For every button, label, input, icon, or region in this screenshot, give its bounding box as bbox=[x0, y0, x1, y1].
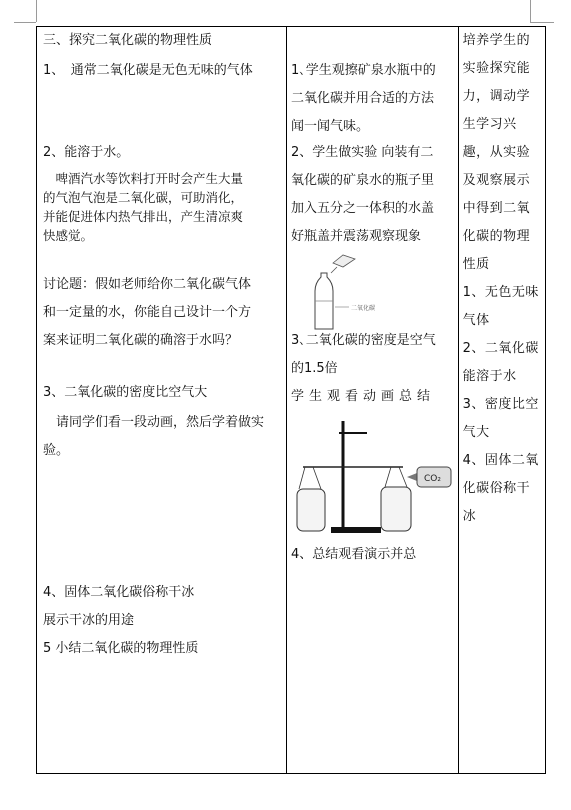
text-line: 氧化碳的矿泉水的瓶子里 bbox=[290, 173, 434, 188]
crop-mark bbox=[14, 22, 36, 23]
text-line: 验。 bbox=[43, 443, 70, 458]
text-line: 2、二氧化碳 bbox=[462, 341, 539, 356]
balance-co2-figure bbox=[295, 415, 453, 535]
text-line: 加入五分之一体积的水盖 bbox=[290, 201, 434, 216]
text-line: 化碳的物理 bbox=[462, 229, 531, 244]
text-line: 气体 bbox=[462, 313, 490, 328]
design-intent-cell bbox=[458, 27, 545, 774]
text-line: 中得到二氧 bbox=[462, 201, 531, 216]
text-line: 性质 bbox=[462, 257, 490, 272]
text-line: 3、密度比空 bbox=[462, 397, 539, 412]
text-line: 5 小结二氧化碳的物理性质 bbox=[43, 641, 199, 656]
text-line: 1、无色无味 bbox=[462, 285, 539, 300]
text-line: 1､学生观擦矿泉水瓶中的 bbox=[290, 63, 436, 78]
crop-mark bbox=[530, 22, 554, 23]
table-row bbox=[37, 27, 546, 774]
text-line: 4、固体二氧化碳俗称干冰 bbox=[43, 585, 195, 600]
text-line: 2、学生做实验 向装有二 bbox=[290, 145, 434, 160]
text-line: 化碳俗称干 bbox=[462, 481, 531, 496]
text-line: 闻一闻气味。 bbox=[290, 119, 369, 134]
text-line: 实验探究能 bbox=[462, 61, 531, 76]
text-line: 及观察展示 bbox=[462, 173, 531, 188]
text-line: 讨论题：假如老师给你二氧化碳气体 bbox=[43, 277, 252, 292]
text-line: 能溶于水 bbox=[462, 369, 517, 384]
text-line: 请同学们看一段动画，然后学着做实 bbox=[43, 415, 265, 430]
text-line: 力，调动学 bbox=[462, 89, 531, 104]
bottle-label: 二氧化碳 bbox=[350, 305, 375, 312]
teacher-activity-cell bbox=[37, 27, 287, 774]
text-line: 3､二氧化碳的密度是空气 bbox=[290, 333, 436, 348]
text-line: 气大 bbox=[462, 425, 490, 440]
text-line: 4、总结观看演示并总 bbox=[290, 547, 417, 562]
text-line: 1、 通常二氧化碳是无色无味的气体 bbox=[43, 63, 253, 78]
bottle-experiment-figure bbox=[309, 249, 413, 331]
text-line: 4、固体二氧 bbox=[462, 453, 539, 468]
text-line: 趣，从实验 bbox=[462, 145, 531, 160]
text-line: 生学习兴 bbox=[462, 117, 517, 132]
text-line: 的1.5倍 bbox=[290, 361, 338, 376]
text-line: 好瓶盖并震荡观察现象 bbox=[290, 229, 421, 244]
text-line: 并能促进体内热气排出，产生清凉爽 bbox=[43, 209, 244, 224]
text-line: 培养学生的 bbox=[462, 33, 531, 48]
text-line: 案来证明二氧化碳的确溶于水吗？ bbox=[43, 333, 239, 348]
crop-mark bbox=[530, 0, 531, 22]
text-line: 学生观看动画总结 bbox=[290, 389, 435, 404]
text-line: 啤酒汽水等饮料打开时会产生大量 bbox=[43, 171, 244, 186]
lesson-table bbox=[36, 26, 546, 774]
section-heading: 三、探究二氧化碳的物理性质 bbox=[43, 33, 213, 48]
text-line: 展示干冰的用途 bbox=[43, 613, 135, 628]
text-line: 二氧化碳并用合适的方法 bbox=[290, 91, 434, 106]
student-activity-cell bbox=[286, 27, 458, 774]
text-line: 3、二氧化碳的密度比空气大 bbox=[43, 385, 208, 400]
text-line: 冰 bbox=[462, 509, 477, 524]
text-line: 的气泡气泡是二氧化碳，可助消化， bbox=[43, 190, 244, 205]
text-line: 和一定量的水，你能自己设计一个方 bbox=[43, 305, 252, 320]
co2-label: CO₂ bbox=[423, 474, 441, 484]
text-line: 2、能溶于水。 bbox=[43, 145, 130, 160]
crop-mark bbox=[36, 0, 37, 22]
text-line: 快感觉。 bbox=[43, 228, 94, 243]
